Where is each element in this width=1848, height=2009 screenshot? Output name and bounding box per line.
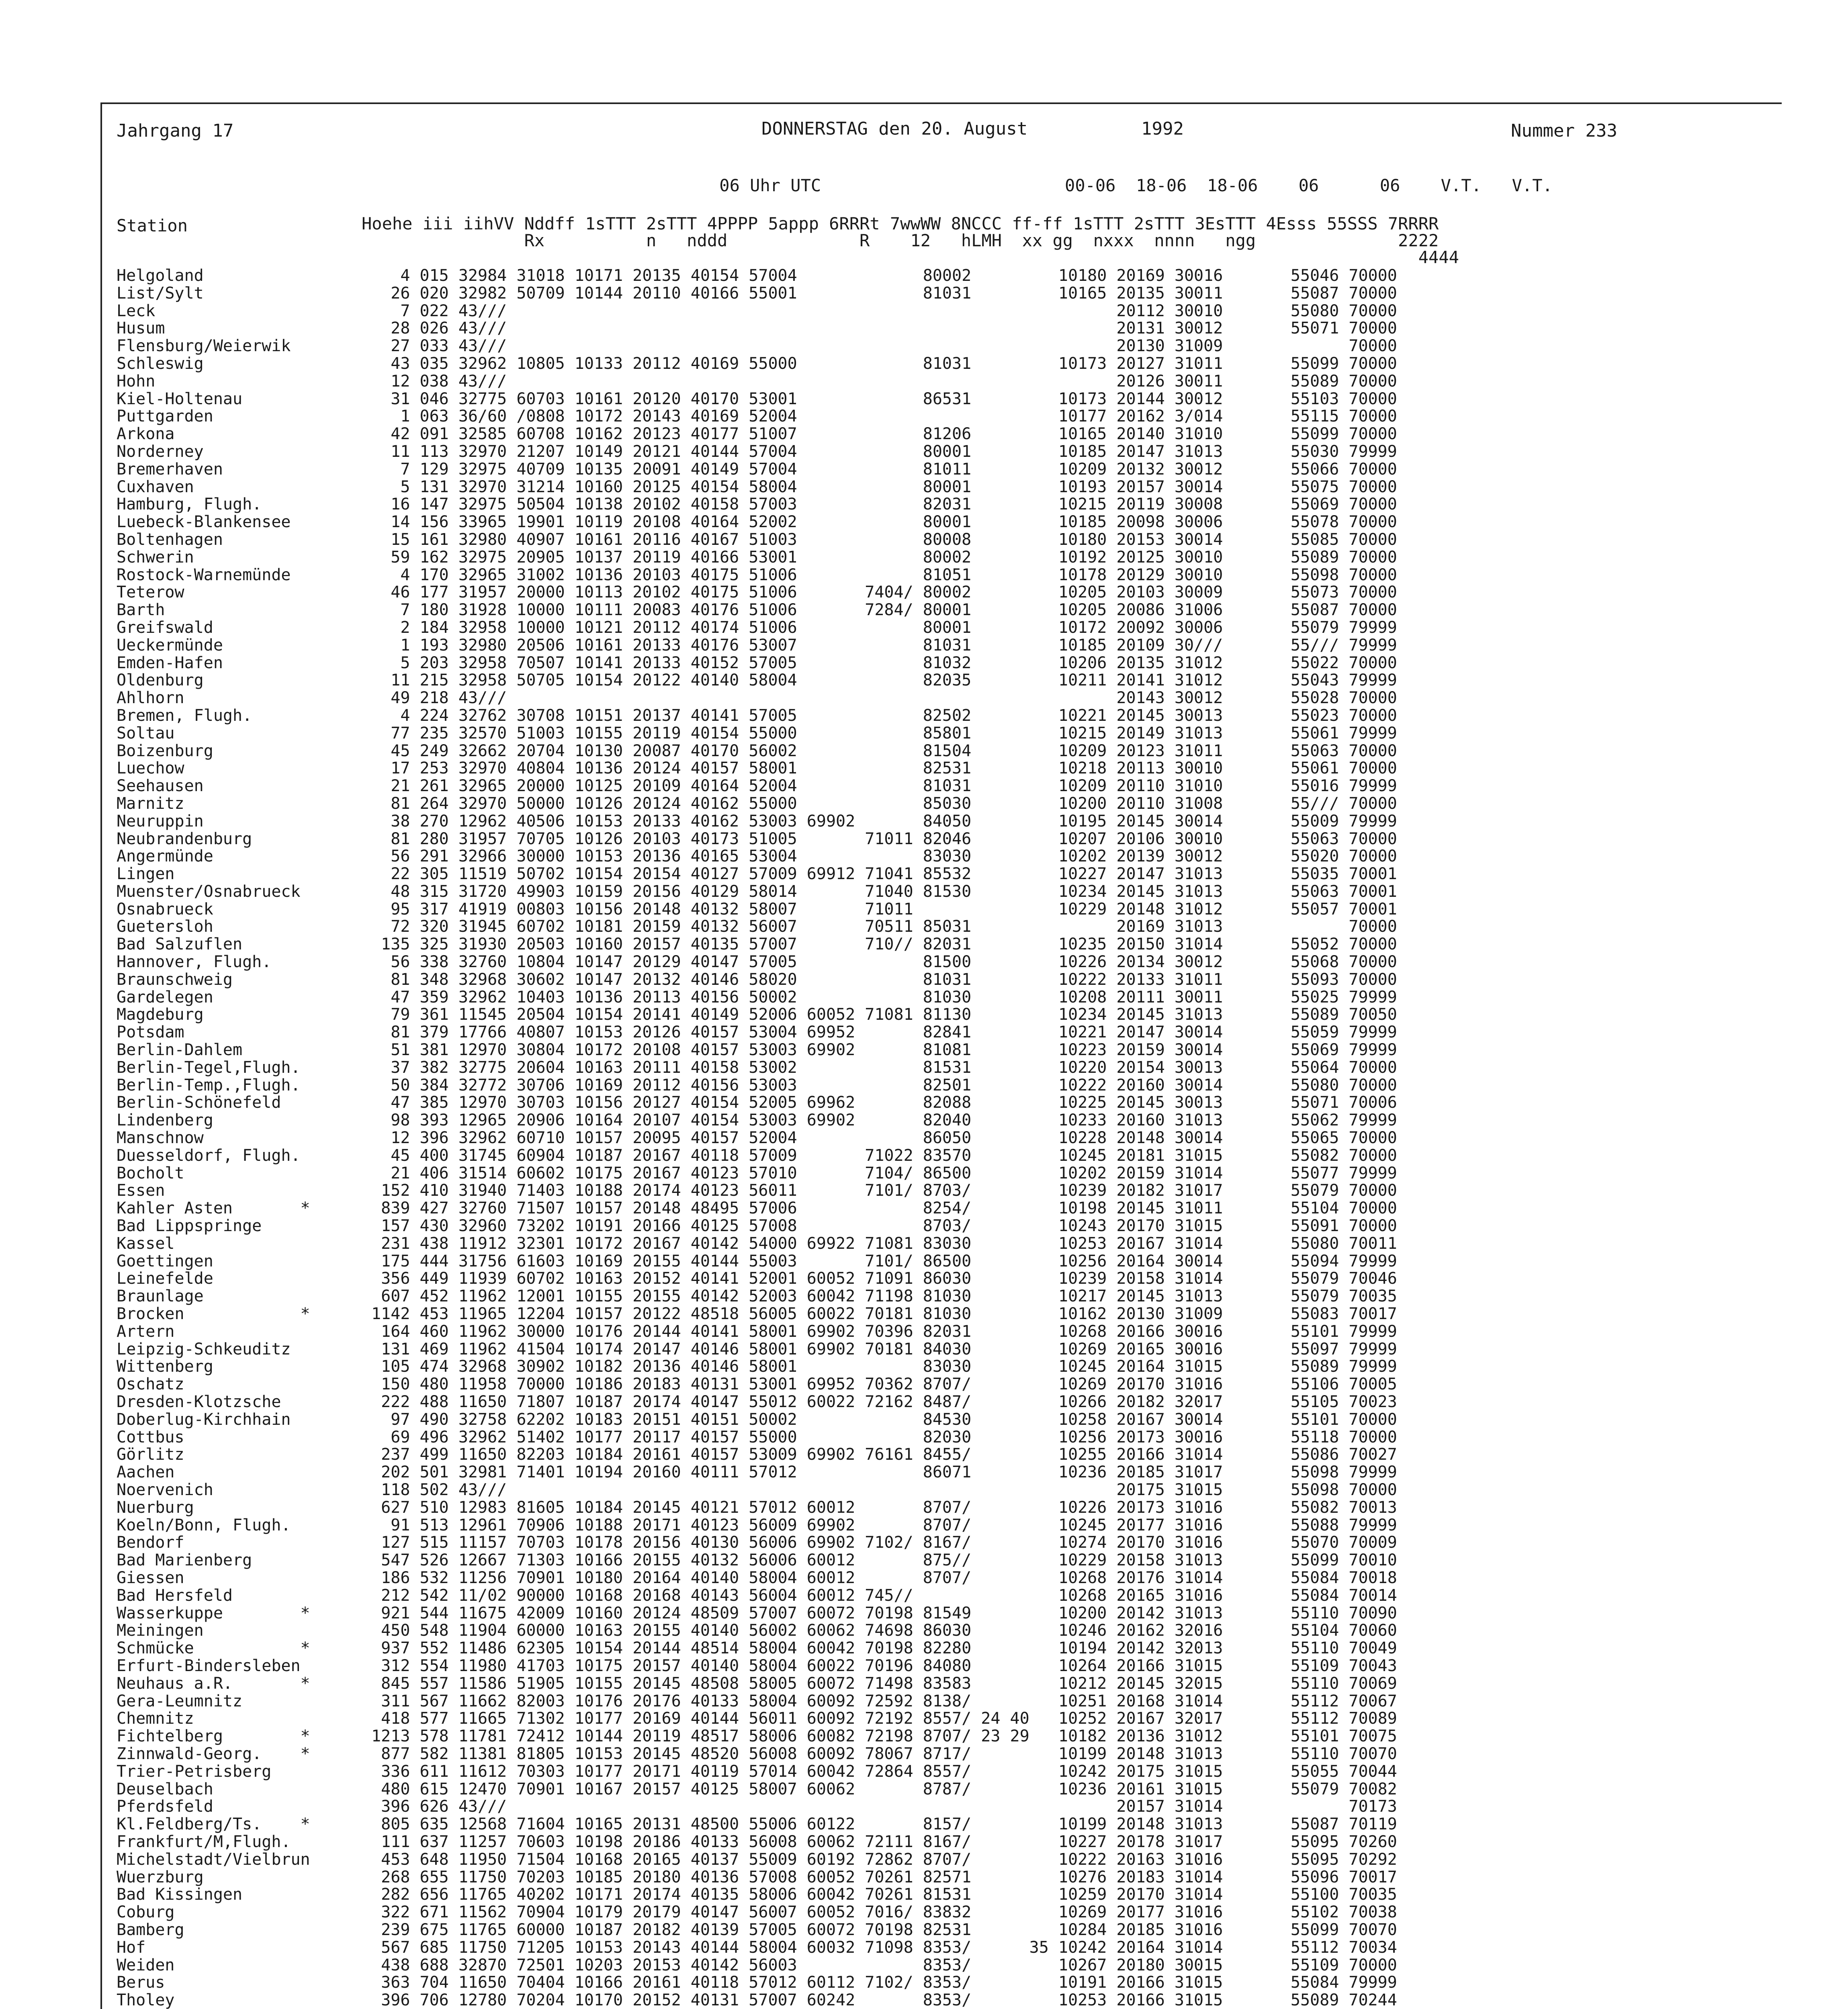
station-name: Rostock-Warnemünde xyxy=(117,565,291,584)
observation-row: 157 430 32960 73202 10191 20166 40125 57008 8703/ 10243 20170 31015 55091 70000 xyxy=(362,1217,1397,1236)
observation-row: 356 449 11939 60702 10163 20152 40141 52001 60052 71091 86030 10239 20158 31014 55079 70046 xyxy=(362,1269,1397,1288)
observation-row: 50 384 32772 30706 10169 20112 40156 53003 82501 10222 20160 30014 55080 70000 xyxy=(362,1076,1397,1095)
observation-row: 69 496 32962 51402 10177 20117 40157 55000 82030 10256 20173 30016 55118 70000 xyxy=(362,1428,1397,1446)
observation-row: 937 552 11486 62305 10154 20144 48514 58004 60042 70198 82280 10194 20142 32013 55110 70049 xyxy=(362,1639,1397,1658)
observation-row: 46 177 31957 20000 10113 20102 40175 51006 7404/ 80002 10205 20103 30009 55073 70000 xyxy=(362,583,1397,602)
observation-row: 877 582 11381 81805 10153 20145 48520 56008 60092 78067 8717/ 10199 20148 31013 55110 70070 xyxy=(362,1744,1397,1763)
station-name: Noervenich xyxy=(117,1480,213,1499)
station-name: Berlin-Dahlem xyxy=(117,1041,243,1060)
station-name: Luebeck-Blankensee xyxy=(117,513,291,532)
observation-row: 81 264 32970 50000 10126 20124 40162 55000 85030 10200 20110 31008 55/// 70000 xyxy=(362,794,1397,813)
station-name: Wasserkuppe * xyxy=(117,1604,310,1622)
observation-row: 186 532 11256 70901 10180 20164 40140 58004 60012 8707/ 10268 20176 31014 55084 70018 xyxy=(362,1568,1397,1587)
station-name: Meiningen xyxy=(117,1621,204,1640)
observation-row: 81 348 32968 30602 10147 20132 40146 58020 81031 10222 20133 31011 55093 70000 xyxy=(362,970,1397,989)
observation-row: 805 635 12568 71604 10165 20131 48500 55006 60122 8157/ 10199 20148 31013 55087 70119 xyxy=(362,1815,1397,1834)
code-header-line2: Rx n nddd R 12 hLMH xx gg nxxx nnnn ngg 2222 xyxy=(362,231,1439,250)
observation-row: 1 193 32980 20506 10161 20133 40176 53007 81031 10185 20109 30/// 55/// 79999 xyxy=(362,636,1397,655)
station-name: Gardelegen xyxy=(117,988,213,1007)
station-name: Coburg xyxy=(117,1903,175,1922)
observation-row: 627 510 12983 81605 10184 20145 40121 57012 60012 8707/ 10226 20173 31016 55082 70013 xyxy=(362,1498,1397,1517)
observation-row: 38 270 12962 40506 10153 20133 40162 53003 69902 84050 10195 20145 30014 55009 79999 xyxy=(362,812,1397,831)
station-name: Flensburg/Weierwik xyxy=(117,337,291,356)
observation-row: 4 015 32984 31018 10171 20135 40154 57004 80002 10180 20169 30016 55046 70000 xyxy=(362,266,1397,285)
observation-row: 27 033 43/// 20130 31009 70000 xyxy=(362,337,1397,356)
year-label: 1992 xyxy=(1141,119,1184,139)
observation-row: 453 648 11950 71504 10168 20165 40137 55009 60192 72862 8707/ 10222 20163 31016 55095 70292 xyxy=(362,1850,1397,1869)
observation-row: 480 615 12470 70901 10167 20157 40125 58007 60062 8787/ 10236 20161 31015 55079 70082 xyxy=(362,1780,1397,1798)
station-name: Ahlhorn xyxy=(117,689,184,708)
station-name: Neuhaus a.R. * xyxy=(117,1674,310,1693)
observation-row: 12 038 43/// 20126 30011 55089 70000 xyxy=(362,372,1397,391)
station-name: Norderney xyxy=(117,442,204,461)
observation-row: 268 655 11750 70203 10185 20180 40136 57008 60052 70261 82571 10276 20183 31014 55096 70017 xyxy=(362,1868,1397,1886)
observation-row: 98 393 12965 20906 10164 20107 40154 53003 69902 82040 10233 20160 31013 55062 79999 xyxy=(362,1111,1397,1130)
observation-row: 150 480 11958 70000 10186 20183 40131 53001 69952 70362 8707/ 10269 20170 31016 55106 70005 xyxy=(362,1375,1397,1394)
station-name: Trier-Petrisberg xyxy=(117,1762,272,1781)
observation-row: 37 382 32775 20604 10163 20111 40158 53002 81531 10220 20154 30013 55064 70000 xyxy=(362,1058,1397,1077)
station-name: Chemnitz xyxy=(117,1709,194,1728)
observation-row: 237 499 11650 82203 10184 20161 40157 53009 69902 76161 8455/ 10255 20166 31014 55086 70027 xyxy=(362,1445,1397,1464)
observation-row: 21 261 32965 20000 10125 20109 40164 52004 81031 10209 20110 31010 55016 79999 xyxy=(362,777,1397,796)
observation-row: 59 162 32975 20905 10137 20119 40166 53001 80002 10192 20125 30010 55089 70000 xyxy=(362,548,1397,567)
observation-row: 7 022 43/// 20112 30010 55080 70000 xyxy=(362,301,1397,320)
station-name: Nuerburg xyxy=(117,1498,194,1517)
observation-row: 118 502 43/// 20175 31015 55098 70000 xyxy=(362,1480,1397,1499)
station-name: Doberlug-Kirchhain xyxy=(117,1410,291,1429)
issue-number: Nummer 233 xyxy=(1511,121,1617,141)
observation-row: 91 513 12961 70906 10188 20171 40123 56009 69902 8707/ 10245 20177 31016 55088 79999 xyxy=(362,1516,1397,1534)
station-name: Helgoland xyxy=(117,266,204,285)
observation-row: 567 685 11750 71205 10153 20143 40144 58004 60032 71098 8353/ 35 10242 20164 31014 55112 70034 xyxy=(362,1938,1397,1957)
station-name: Essen xyxy=(117,1181,165,1200)
station-name: Neuruppin xyxy=(117,812,204,831)
observation-row: 4 224 32762 30708 10151 20137 40141 57005 82502 10221 20145 30013 55023 70000 xyxy=(362,706,1397,725)
observation-row: 11 215 32958 50705 10154 20122 40140 58004 82035 10211 20141 31012 55043 79999 xyxy=(362,671,1397,690)
station-name: Erfurt-Bindersleben xyxy=(117,1656,301,1675)
observation-row: 1213 578 11781 72412 10144 20119 48517 58006 60082 72198 8707/ 23 29 10182 20136 31012 55101 70075 xyxy=(362,1727,1397,1746)
station-name: Neubrandenburg xyxy=(117,829,252,848)
station-name: Muenster/Osnabrueck xyxy=(117,882,301,901)
observation-row: 5 131 32970 31214 10160 20125 40154 58004 80001 10193 20157 30014 55075 70000 xyxy=(362,477,1397,496)
observation-row: 28 026 43/// 20131 30012 55071 70000 xyxy=(362,319,1397,338)
observation-row: 72 320 31945 60702 10181 20159 40132 56007 70511 85031 20169 31013 70000 xyxy=(362,917,1397,936)
observation-row: 43 035 32962 10805 10133 20112 40169 55000 81031 10173 20127 31011 55099 70000 xyxy=(362,354,1397,373)
observation-row: 336 611 11612 70303 10177 20171 40119 57014 60042 72864 8557/ 10242 20175 31015 55055 70044 xyxy=(362,1762,1397,1781)
observation-row: 79 361 11545 20504 10154 20141 40149 52006 60052 71081 81130 10234 20145 31013 55089 70050 xyxy=(362,1005,1397,1024)
observation-row: 56 291 32966 30000 10153 20136 40165 53004 83030 10202 20139 30012 55020 70000 xyxy=(362,847,1397,866)
observation-row: 45 249 32662 20704 10130 20087 40170 56002 81504 10209 20123 31011 55063 70000 xyxy=(362,741,1397,760)
observation-row: 56 338 32760 10804 10147 20129 40147 57005 81500 10226 20134 30012 55068 70000 xyxy=(362,953,1397,972)
station-name: Berus xyxy=(117,1973,165,1992)
station-name: Bendorf xyxy=(117,1533,184,1552)
station-name: Bad Marienberg xyxy=(117,1551,252,1570)
station-name: Artern xyxy=(117,1322,175,1341)
observation-row: 7 129 32975 40709 10135 20091 40149 57004 81011 10209 20132 30012 55066 70000 xyxy=(362,460,1397,479)
station-name: Fichtelberg * xyxy=(117,1727,310,1746)
station-name: Boltenhagen xyxy=(117,530,223,549)
observation-row: 7 180 31928 10000 10111 20083 40176 51006 7284/ 80001 10205 20086 31006 55087 70000 xyxy=(362,601,1397,620)
observation-row: 5 203 32958 70507 10141 20133 40152 57005 81032 10206 20135 31012 55022 70000 xyxy=(362,653,1397,672)
observation-row: 363 704 11650 70404 10166 20161 40118 57012 60112 7102/ 8353/ 10191 20166 31015 55084 79999 xyxy=(362,1973,1397,1992)
station-name: Arkona xyxy=(117,425,175,444)
station-name: Aachen xyxy=(117,1463,175,1482)
observation-row: 839 427 32760 71507 10157 20148 48495 57006 8254/ 10198 20145 31011 55104 70000 xyxy=(362,1199,1397,1218)
observation-row: 222 488 11650 71807 10187 20174 40147 55012 60022 72162 8487/ 10266 20182 32017 55105 70023 xyxy=(362,1393,1397,1411)
station-name: Wittenberg xyxy=(117,1357,213,1376)
station-name: Oschatz xyxy=(117,1375,184,1394)
time-header: 06 Uhr UTC 00-06 18-06 18-06 06 06 V.T. V.T. xyxy=(354,176,1553,195)
observation-row: 547 526 12667 71303 10166 20155 40132 56006 60012 875// 10229 20158 31013 55099 70010 xyxy=(362,1551,1397,1570)
observation-row: 26 020 32982 50709 10144 20110 40166 55001 81031 10165 20135 30011 55087 70000 xyxy=(362,284,1397,303)
station-name: Seehausen xyxy=(117,777,204,796)
station-name: Koeln/Bonn, Flugh. xyxy=(117,1516,291,1534)
station-name: Lindenberg xyxy=(117,1111,213,1130)
station-name: Goettingen xyxy=(117,1252,213,1270)
station-name: Boizenburg xyxy=(117,741,213,760)
date-title: DONNERSTAG den 20. August xyxy=(761,119,1028,139)
station-name: Ueckermünde xyxy=(117,636,223,655)
observation-row: 31 046 32775 60703 10161 20120 40170 53001 86531 10173 20144 30012 55103 70000 xyxy=(362,389,1397,408)
station-name: Hof xyxy=(117,1938,146,1957)
station-name: Schmücke * xyxy=(117,1639,310,1658)
station-name: Frankfurt/M,Flugh. xyxy=(117,1832,291,1851)
station-name: Kassel xyxy=(117,1234,175,1253)
observation-row: 49 218 43/// 20143 30012 55028 70000 xyxy=(362,689,1397,708)
observation-row: 921 544 11675 42009 10160 20124 48509 57007 60072 70198 81549 10200 20142 31013 55110 70090 xyxy=(362,1604,1397,1622)
observation-row: 22 305 11519 50702 10154 20154 40127 57009 69912 71041 85532 10227 20147 31013 55035 70001 xyxy=(362,865,1397,884)
observation-row: 12 396 32962 60710 10157 20095 40157 52004 86050 10228 20148 30014 55065 70000 xyxy=(362,1129,1397,1148)
station-name: Puttgarden xyxy=(117,407,213,426)
station-name: Giessen xyxy=(117,1568,184,1587)
observation-row: 202 501 32981 71401 10194 20160 40111 57012 86071 10236 20185 31017 55098 79999 xyxy=(362,1463,1397,1482)
station-name: Bremen, Flugh. xyxy=(117,706,252,725)
station-name: Osnabrueck xyxy=(117,900,213,919)
station-column-label: Station xyxy=(117,216,188,235)
station-name: Berlin-Temp.,Flugh. xyxy=(117,1076,301,1095)
station-name: Bad Hersfeld xyxy=(117,1586,233,1605)
station-name: Kiel-Holtenau xyxy=(117,389,243,408)
station-name: Bad Kissingen xyxy=(117,1885,243,1904)
code-header-line1: Hoehe iii iihVV Nddff 1sTTT 2sTTT 4PPPP 5appp 6RRRt 7wwWW 8NCCC ff-ff 1sTTT 2sTTT 3EsTTT 4Esss 55SSS 7RRRR xyxy=(362,214,1439,233)
observation-row: 845 557 11586 51905 10155 20145 48508 58005 60072 71498 83583 10212 20145 32015 55110 70069 xyxy=(362,1674,1397,1693)
station-name: Cuxhaven xyxy=(117,477,194,496)
observation-row: 16 147 32975 50504 10138 20102 40158 57003 82031 10215 20119 30008 55069 70000 xyxy=(362,495,1397,514)
observation-row: 312 554 11980 41703 10175 20157 40140 58004 60022 70196 84080 10264 20166 31015 55109 70043 xyxy=(362,1656,1397,1675)
station-name: Leipzig-Schkeuditz xyxy=(117,1340,291,1358)
observation-row: 1142 453 11965 12204 10157 20122 48518 56005 60022 70181 81030 10162 20130 31009 55083 70017 xyxy=(362,1305,1397,1324)
station-name: Görlitz xyxy=(117,1445,184,1464)
observation-row: 135 325 31930 20503 10160 20157 40135 57007 710// 82031 10235 20150 31014 55052 70000 xyxy=(362,935,1397,954)
station-name: Gera-Leumnitz xyxy=(117,1692,243,1710)
observation-row: 322 671 11562 70904 10179 20179 40147 56007 60052 7016/ 83832 10269 20177 31016 55102 70038 xyxy=(362,1903,1397,1922)
observation-row: 127 515 11157 70703 10178 20156 40130 56006 69902 7102/ 8167/ 10274 20170 31016 55070 70009 xyxy=(362,1533,1397,1552)
observation-row: 77 235 32570 51003 10155 20119 40154 55000 85801 10215 20149 31013 55061 79999 xyxy=(362,724,1397,743)
station-name: Brocken * xyxy=(117,1305,310,1324)
station-name: Husum xyxy=(117,319,165,338)
observation-row: 47 359 32962 10403 10136 20113 40156 50002 81030 10208 20111 30011 55025 79999 xyxy=(362,988,1397,1007)
observation-row: 21 406 31514 60602 10175 20167 40123 57010 7104/ 86500 10202 20159 31014 55077 79999 xyxy=(362,1164,1397,1182)
station-name: Leinefelde xyxy=(117,1269,213,1288)
observation-row: 2 184 32958 10000 10121 20112 40174 51006 80001 10172 20092 30006 55079 79999 xyxy=(362,618,1397,637)
station-name: Lingen xyxy=(117,865,175,884)
station-name: Bad Lippspringe xyxy=(117,1217,262,1236)
volume-label: Jahrgang 17 xyxy=(117,121,234,141)
station-name: Guetersloh xyxy=(117,917,213,936)
station-name: Duesseldorf, Flugh. xyxy=(117,1146,301,1165)
observation-row: 47 385 12970 30703 10156 20127 40154 52005 69962 82088 10225 20145 30013 55071 70006 xyxy=(362,1093,1397,1112)
observation-row: 212 542 11/02 90000 10168 20168 40143 56004 60012 745// 10268 20165 31016 55084 70014 xyxy=(362,1586,1397,1605)
observation-row: 164 460 11962 30000 10176 20144 40141 58001 69902 70396 82031 10268 20166 30016 55101 79999 xyxy=(362,1322,1397,1341)
station-name: Angermünde xyxy=(117,847,213,866)
observation-row: 105 474 32968 30902 10182 20136 40146 58001 83030 10245 20164 31015 55089 79999 xyxy=(362,1357,1397,1376)
observation-row: 17 253 32970 40804 10136 20124 40157 58001 82531 10218 20113 30010 55061 70000 xyxy=(362,759,1397,778)
observation-row: 396 706 12780 70204 10170 20152 40131 57007 60242 8353/ 10253 20166 31015 55089 70244 xyxy=(362,1991,1397,2009)
station-name: List/Sylt xyxy=(117,284,204,303)
observation-row: 175 444 31756 61603 10169 20155 40144 55003 7101/ 86500 10256 20164 30014 55094 79999 xyxy=(362,1252,1397,1270)
station-name: Manschnow xyxy=(117,1129,204,1148)
station-name: Kahler Asten * xyxy=(117,1199,310,1218)
observation-row: 48 315 31720 49903 10159 20156 40129 58014 71040 81530 10234 20145 31013 55063 70001 xyxy=(362,882,1397,901)
station-name: Bocholt xyxy=(117,1164,184,1182)
station-name: Leck xyxy=(117,301,156,320)
station-name: Bamberg xyxy=(117,1920,184,1939)
observation-row: 282 656 11765 40202 10171 20174 40135 58006 60042 70261 81531 10259 20170 31014 55100 70035 xyxy=(362,1885,1397,1904)
station-name: Braunlage xyxy=(117,1287,204,1306)
station-name: Schwerin xyxy=(117,548,194,567)
observation-row: 1 063 36/60 /0808 10172 20143 40169 52004 10177 20162 3/014 55115 70000 xyxy=(362,407,1397,426)
station-name: Emden-Hafen xyxy=(117,653,223,672)
station-name: Pferdsfeld xyxy=(117,1797,213,1816)
station-name: Cottbus xyxy=(117,1428,184,1446)
station-name: Zinnwald-Georg. * xyxy=(117,1744,310,1763)
observation-data-column xyxy=(362,267,1397,2009)
station-name: Deuselbach xyxy=(117,1780,213,1798)
station-name: Bremerhaven xyxy=(117,460,223,479)
observation-row: 418 577 11665 71302 10177 20169 40144 56011 60092 72192 8557/ 24 40 10252 20167 32017 55112 70089 xyxy=(362,1709,1397,1728)
observation-row: 4 170 32965 31002 10136 20103 40175 51006 81051 10178 20129 30010 55098 70000 xyxy=(362,565,1397,584)
station-name: Soltau xyxy=(117,724,175,743)
observation-row: 95 317 41919 00803 10156 20148 40132 58007 71011 10229 20148 31012 55057 70001 xyxy=(362,900,1397,919)
station-name: Hamburg, Flugh. xyxy=(117,495,262,514)
observation-row: 81 280 31957 70705 10126 20103 40173 51005 71011 82046 10207 20106 30010 55063 70000 xyxy=(362,829,1397,848)
station-name: Hannover, Flugh. xyxy=(117,953,272,972)
observation-row: 450 548 11904 60000 10163 20155 40140 56002 60062 74698 86030 10246 20162 32016 55104 70060 xyxy=(362,1621,1397,1640)
station-name: Hohn xyxy=(117,372,156,391)
station-name: Marnitz xyxy=(117,794,184,813)
station-name-column xyxy=(117,267,310,2009)
station-name: Schleswig xyxy=(117,354,204,373)
station-name: Oldenburg xyxy=(117,671,204,690)
observation-row: 42 091 32585 60708 10162 20123 40177 51007 81206 10165 20140 31010 55099 70000 xyxy=(362,425,1397,444)
observation-row: 14 156 33965 19901 10119 20108 40164 52002 80001 10185 20098 30006 55078 70000 xyxy=(362,513,1397,532)
station-name: Barth xyxy=(117,601,165,620)
station-name: Michelstadt/Vielbrun xyxy=(117,1850,310,1869)
station-name: Magdeburg xyxy=(117,1005,204,1024)
station-name: Berlin-Schönefeld xyxy=(117,1093,281,1112)
station-name: Wuerzburg xyxy=(117,1868,204,1886)
station-name: Tholey xyxy=(117,1991,175,2009)
observation-row: 97 490 32758 62202 10183 20151 40151 50002 84530 10258 20167 30014 55101 70000 xyxy=(362,1410,1397,1429)
observation-row: 131 469 11962 41504 10174 20147 40146 58001 69902 70181 84030 10269 20165 30016 55097 79999 xyxy=(362,1340,1397,1358)
station-name: Dresden-Klotzsche xyxy=(117,1393,281,1411)
station-name: Kl.Feldberg/Ts. * xyxy=(117,1815,310,1834)
station-name: Bad Salzuflen xyxy=(117,935,243,954)
station-name: Weiden xyxy=(117,1956,175,1974)
observation-row: 11 113 32970 21207 10149 20121 40144 57004 80001 10185 20147 31013 55030 79999 xyxy=(362,442,1397,461)
observation-row: 81 379 17766 40807 10153 20126 40157 53004 69952 82841 10221 20147 30014 55059 79999 xyxy=(362,1023,1397,1042)
station-name: Potsdam xyxy=(117,1023,184,1042)
station-name: Berlin-Tegel,Flugh. xyxy=(117,1058,301,1077)
observation-row: 438 688 32870 72501 10203 20153 40142 56003 8353/ 10267 20180 30015 55109 70000 xyxy=(362,1956,1397,1974)
station-name: Teterow xyxy=(117,583,184,602)
observation-row: 111 637 11257 70603 10198 20186 40133 56008 60062 72111 8167/ 10227 20178 31017 55095 70260 xyxy=(362,1832,1397,1851)
station-name: Luechow xyxy=(117,759,184,778)
observation-row: 239 675 11765 60000 10187 20182 40139 57005 60072 70198 82531 10284 20185 31016 55099 70070 xyxy=(362,1920,1397,1939)
observation-row: 311 567 11662 82003 10176 20176 40133 58004 60092 72592 8138/ 10251 20168 31014 55112 70067 xyxy=(362,1692,1397,1710)
observation-row: 396 626 43/// 20157 31014 70173 xyxy=(362,1797,1397,1816)
observation-row: 231 438 11912 32301 10172 20167 40142 54000 69922 71081 83030 10253 20167 31014 55080 70011 xyxy=(362,1234,1397,1253)
observation-row: 15 161 32980 40907 10161 20116 40167 51003 80008 10180 20153 30014 55085 70000 xyxy=(362,530,1397,549)
observation-row: 152 410 31940 71403 10188 20174 40123 56011 7101/ 8703/ 10239 20182 31017 55079 70000 xyxy=(362,1181,1397,1200)
observation-row: 45 400 31745 60904 10187 20167 40118 57009 71022 83570 10245 20181 31015 55082 70000 xyxy=(362,1146,1397,1165)
observation-row: 607 452 11962 12001 10155 20155 40142 52003 60042 71198 81030 10217 20145 31013 55079 70035 xyxy=(362,1287,1397,1306)
code-header-line3: 4444 xyxy=(362,248,1459,267)
station-name: Greifswald xyxy=(117,618,213,637)
observation-row: 51 381 12970 30804 10172 20108 40157 53003 69902 81081 10223 20159 30014 55069 79999 xyxy=(362,1041,1397,1060)
station-name: Braunschweig xyxy=(117,970,233,989)
